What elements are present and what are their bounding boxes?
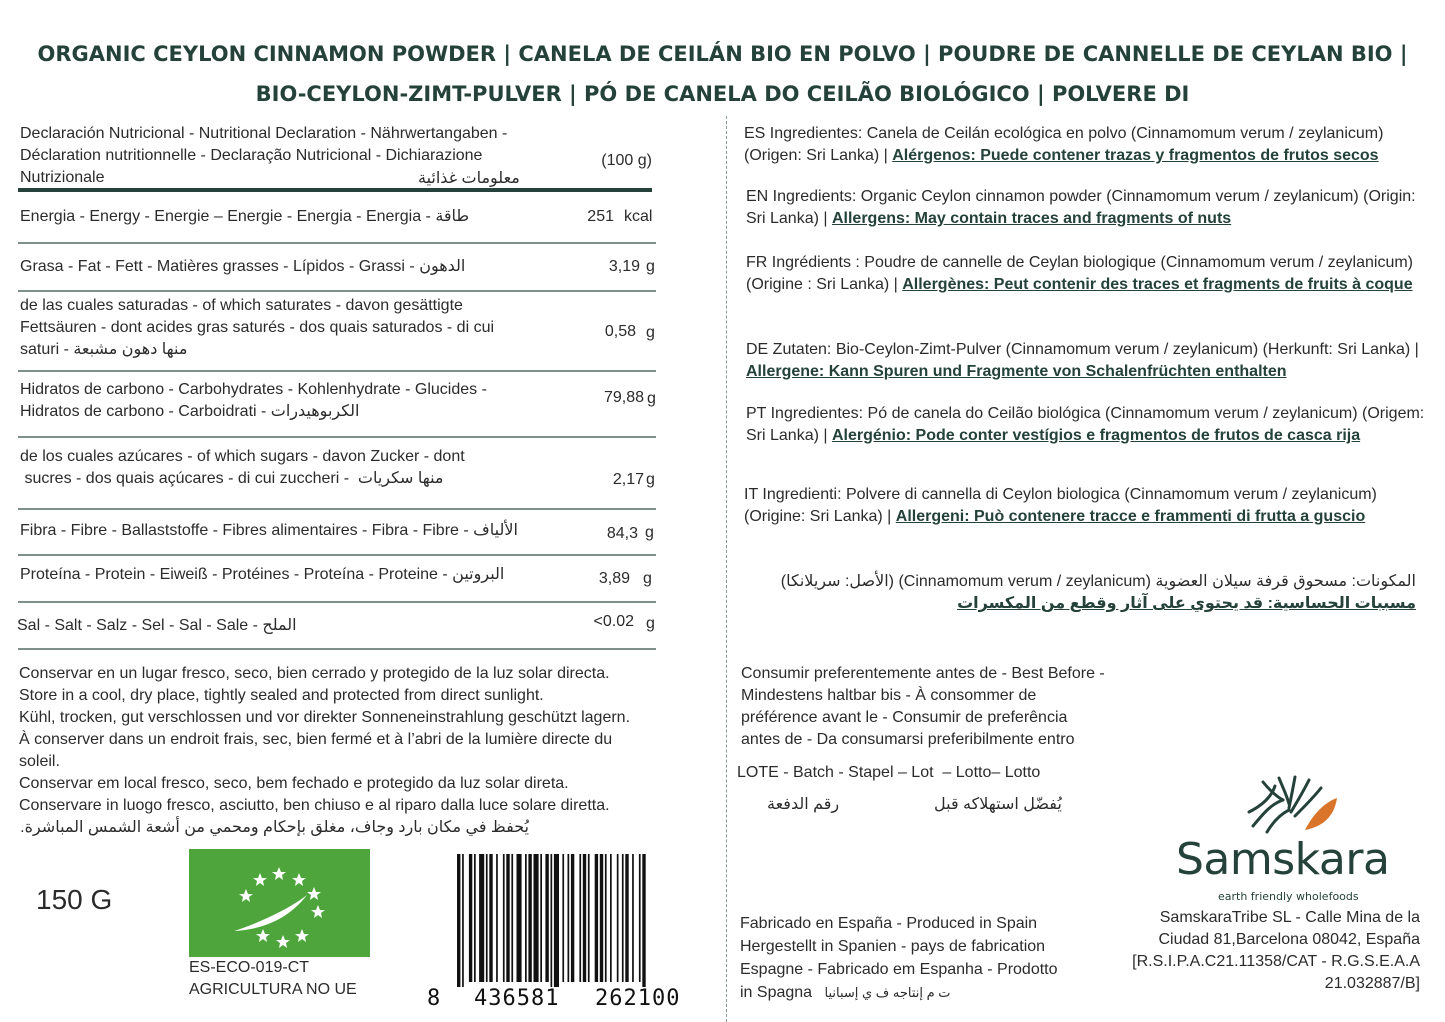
made-in-line: Espagne - Fabricado em Espanha - Prodotto	[740, 961, 1058, 978]
organic-certification	[189, 957, 429, 1001]
row-divider	[18, 290, 656, 292]
row-divider	[18, 554, 656, 556]
best-before-line: préférence avant le - Consumir de preferência	[741, 709, 1068, 726]
barcode-bar	[639, 854, 641, 982]
nutrient-unit: g	[645, 524, 654, 541]
eco-code: ES-ECO-019-CT	[189, 959, 310, 976]
nutrition-row-salt	[17, 615, 297, 637]
barcode-bar	[511, 854, 513, 982]
allergen-statement: Allergeni: Può contenere tracce e frammenti di frutta a guscio	[895, 508, 1366, 525]
address-line: Ciudad 81,Barcelona 08042, España	[1158, 931, 1420, 948]
ingredients-pt	[746, 403, 1426, 447]
address-line: SamskaraTribe SL - Calle Mina de la	[1159, 909, 1420, 926]
nutrient-label: Fettsäuren - dont acides gras saturés - dos quais saturados - di cui	[20, 319, 495, 336]
nutrient-unit: g	[647, 390, 656, 407]
nutrition-header-line: Déclaration nutritionnelle - Declaração Nutricional - Dichiarazione	[20, 147, 483, 164]
best-before-line: antes de - Da consumarsi preferibilmente entro	[741, 731, 1075, 748]
storage-line: Conservar em local fresco, seco, bem fechado e protegido da luz solar direta.	[19, 775, 569, 792]
lot-label: LOTE - Batch - Stapel – Lot – Lotto– Lotto	[737, 764, 1041, 781]
barcode-bar	[583, 854, 586, 982]
nutrition-row-energy	[20, 206, 469, 228]
barcode-bar	[610, 854, 612, 982]
nutrient-label: sucres - dos quais açúcares - di cui zuccheri - منها سكريات	[20, 470, 444, 487]
ingredients-text: EN Ingredients: Organic Ceylon cinnamon powder (Cinnamomum verum / zeylanicum) (Origin: Sri Lanka) |	[746, 188, 1416, 227]
nutrition-row-fibre	[20, 520, 518, 542]
allergen-statement: Allergens: May contain traces and fragments of nuts	[831, 210, 1232, 227]
nutrition-row-fat	[20, 256, 465, 278]
nutrition-header-arabic: معلومات غذائية	[418, 170, 520, 187]
barcode-bar	[605, 854, 607, 982]
storage-line-arabic: يُحفظ في مكان بارد وجاف، مغلق بإحكام ومحمي من أشعة الشمس المباشرة.	[20, 819, 529, 836]
barcode-digits-right: 262100	[595, 986, 681, 1011]
nutrition-row-protein	[20, 564, 504, 586]
nutrient-label: de las cuales saturadas - of which saturates - davon gesättigte	[20, 297, 463, 314]
row-divider	[18, 648, 656, 650]
nutrition-row-sugars	[20, 446, 560, 490]
barcode-bar	[506, 854, 509, 982]
barcode-bar	[479, 854, 484, 982]
nutrient-unit: kcal	[624, 208, 653, 225]
ingredients-text: FR Ingrédients : Poudre de cannelle de Ceylan biologique (Cinnamomum verum / zeylanicum) (Origine : Sri Lanka) |	[746, 254, 1413, 293]
ingredients-text: ES Ingredientes: Canela de Ceilán ecológica en polvo (Cinnamomum verum / zeylanicum) (Origen: Sri Lanka) |	[744, 125, 1384, 164]
storage-line: Conservare in luogo fresco, asciutto, ben chiuso e al riparo dalla luce solare diretta.	[19, 797, 610, 814]
made-in-arabic: ت م إنتاجه ف ي إسبانيا	[824, 985, 951, 1000]
barcode-bar	[579, 854, 581, 982]
nutrient-unit: g	[643, 570, 652, 587]
nutrition-row-carbohydrates	[20, 379, 560, 423]
nutrient-value: 251	[587, 208, 614, 225]
samskara-tree-icon	[1243, 774, 1343, 836]
nutrient-value: 3,19	[608, 258, 640, 275]
ingredients-es	[744, 123, 1434, 167]
barcode-bar	[545, 854, 548, 982]
barcode	[457, 854, 703, 987]
barcode-bar	[517, 854, 522, 982]
barcode-bar	[540, 854, 542, 982]
nutrient-label: saturi - منها دهون مشبعة	[20, 341, 188, 358]
barcode-bar	[486, 854, 488, 982]
nutrient-label: Energia - Energy - Energie – Energie - Energia - Energia - طاقة	[20, 208, 470, 225]
allergen-statement: Alergénio: Pode conter vestígios e fragmentos de frutos de casca rija	[831, 427, 1361, 444]
nutrient-label: Grasa - Fat - Fett - Matières grasses - Lípidos - Grassi - الدهون	[20, 258, 466, 275]
made-in-line: in Spagna	[740, 984, 813, 1001]
nutrient-unit: g	[646, 258, 655, 275]
nutrient-label: Proteína - Protein - Eiweiß - Protéines - Proteína - Proteine - البروتين	[20, 566, 505, 583]
made-in-line: Fabricado en España - Produced in Spain	[740, 915, 1038, 932]
brand-tagline: earth friendly wholefoods	[1218, 890, 1359, 903]
ingredients-de	[746, 339, 1426, 383]
allergen-statement: Alérgenos: Puede contener trazas y fragmentos de frutos secos	[892, 147, 1379, 164]
nutrition-header-line: Nutrizionale	[20, 169, 105, 186]
barcode-bar	[528, 854, 531, 982]
barcode-bar	[600, 854, 603, 982]
barcode-digits-left: 436581	[474, 986, 560, 1011]
storage-instructions	[19, 663, 709, 839]
barcode-bar	[525, 854, 527, 982]
ingredients-en	[746, 186, 1426, 230]
batch-number-arabic: رقم الدفعة	[767, 796, 840, 813]
allergen-statement: مسببات الحساسية: قد يحتوي على آثار وقطع من المكسرات	[957, 595, 1416, 612]
storage-line: Conservar en un lugar fresco, seco, bien cerrado y protegido de la luz solar directa.	[19, 665, 610, 682]
eco-origin: AGRICULTURA NO UE	[189, 981, 357, 998]
barcode-digit: 8	[427, 986, 442, 1011]
ingredients-it	[744, 484, 1424, 528]
made-in-block	[740, 912, 1100, 1004]
storage-line: Store in a cool, dry place, tightly sealed and protected from direct sunlight.	[19, 687, 544, 704]
company-address	[1090, 907, 1420, 995]
barcode-bar	[496, 854, 498, 982]
barcode-bar	[503, 854, 505, 982]
barcode-bar	[474, 854, 476, 982]
barcode-bar	[534, 854, 539, 982]
nutrition-row-saturates	[20, 295, 560, 361]
nutrient-label: Hidratos de carbono - Carbohydrates - Kohlenhydrate - Glucides -	[20, 381, 487, 398]
row-divider	[18, 601, 656, 603]
barcode-bar	[617, 854, 619, 982]
nutrient-unit: g	[646, 324, 655, 341]
net-weight: 150 G	[36, 884, 113, 915]
barcode-bar	[642, 854, 645, 987]
nutrient-value: 2,17	[612, 471, 644, 488]
ingredients-text: DE Zutaten: Bio-Ceylon-Zimt-Pulver (Cinnamomum verum / zeylanicum) (Herkunft: Sri Lanka) |	[746, 341, 1419, 358]
nutrient-label: Sal - Salt - Salz - Sel - Sal - Sale - الملح	[17, 617, 297, 634]
nutrition-header-rule	[18, 188, 652, 192]
storage-line: Kühl, trocken, gut verschlossen und vor direkter Sonneneinstrahlung geschützt lagern.	[19, 709, 631, 726]
barcode-bar	[571, 854, 574, 982]
storage-line: soleil.	[19, 753, 60, 770]
made-in-line: Hergestellt in Spanien - pays de fabrication	[740, 938, 1046, 955]
barcode-bar	[588, 854, 590, 982]
row-divider	[18, 436, 656, 438]
product-title: ORGANIC CEYLON CINNAMON POWDER | CANELA DE CEILÁN BIO EN POLVO | POUDRE DE CANNELLE DE CEYLAN BIO | BIO-CEYLON-ZIMT-PULVER | PÓ DE CANELA DO CEILÃO BIOLÓGICO | POLVERE DI	[37, 42, 1408, 106]
brand-name: Samskara	[1176, 834, 1390, 885]
row-divider	[18, 242, 656, 244]
nutrition-header	[20, 123, 560, 189]
barcode-bar	[632, 854, 634, 982]
ingredients-text: PT Ingredientes: Pó de canela do Ceilão biológica (Cinnamomum verum / zeylanicum) (Origem: Sri Lanka) |	[746, 405, 1425, 444]
nutrient-unit: g	[646, 615, 655, 632]
nutrient-value: 79,88	[603, 389, 644, 406]
barcode-bar	[622, 854, 624, 982]
barcode-bar	[551, 854, 553, 987]
best-before-arabic: يُفضّل استهلاكه قبل	[934, 796, 1062, 813]
nutrient-value: <0.02	[593, 613, 634, 630]
best-before-line: Consumir preferentemente antes de - Best Before -	[741, 665, 1105, 682]
barcode-bar	[554, 854, 559, 987]
eu-organic-logo	[189, 849, 370, 957]
barcode-bar	[595, 854, 598, 982]
ingredients-fr	[746, 252, 1426, 296]
column-divider	[726, 116, 727, 1022]
barcode-bar	[462, 854, 464, 987]
nutrient-label: de los cuales azúcares - of which sugars - davon Zucker - dont	[20, 448, 465, 465]
best-before-line: Mindestens haltbar bis - À consommer de	[741, 687, 1037, 704]
allergen-statement: Allergènes: Peut contenir des traces et fragments de fruits à coque	[902, 276, 1413, 293]
row-divider	[18, 370, 656, 372]
nutrient-value: 0,58	[604, 323, 636, 340]
ingredients-text: IT Ingredienti: Polvere di cannella di Ceylon biologica (Cinnamomum verum / zeylanicum) (Origine: Sri Lanka) |	[744, 486, 1377, 525]
nutrient-value: 3,89	[598, 570, 630, 587]
barcode-bar	[489, 854, 492, 982]
nutrient-label: Fibra - Fibre - Ballaststoffe - Fibres alimentaires - Fibra - Fibre - الألياف	[20, 522, 518, 539]
nutrition-header-line: Declaración Nutricional - Nutritional Declaration - Nährwertangaben -	[20, 125, 508, 142]
best-before-block	[741, 663, 1161, 751]
ingredients-ar	[746, 571, 1416, 615]
barcode-bar	[562, 854, 564, 982]
address-line: 21.032887/B]	[1324, 975, 1420, 992]
barcode-bar	[457, 854, 460, 987]
eu-organic-leaf-icon	[189, 849, 370, 957]
storage-line: À conserver dans un endroit frais, sec, bien fermé et à l’abri de la lumière directe du	[19, 731, 613, 748]
nutrient-unit: g	[646, 471, 655, 488]
ingredients-text: المكونات: مسحوق قرفة سيلان العضوية (Cinnamomum verum / zeylanicum) (الأصل: سريلانكا)	[780, 573, 1416, 590]
barcode-bar	[469, 854, 472, 982]
nutrient-label: Hidratos de carbono - Carboidrati - الكربوهيدرات	[20, 403, 360, 420]
barcode-bar	[625, 854, 628, 982]
barcode-bar	[568, 854, 570, 982]
allergen-statement: Allergene: Kann Spuren und Fragmente von Schalenfrüchten enthalten	[746, 363, 1287, 380]
address-line: [R.S.I.P.A.C21.11358/CAT - R.G.S.E.A.A	[1132, 953, 1420, 970]
nutrient-value: 84,3	[606, 525, 638, 542]
nutrition-per-100g: (100 g)	[601, 152, 652, 169]
row-divider	[18, 508, 656, 510]
